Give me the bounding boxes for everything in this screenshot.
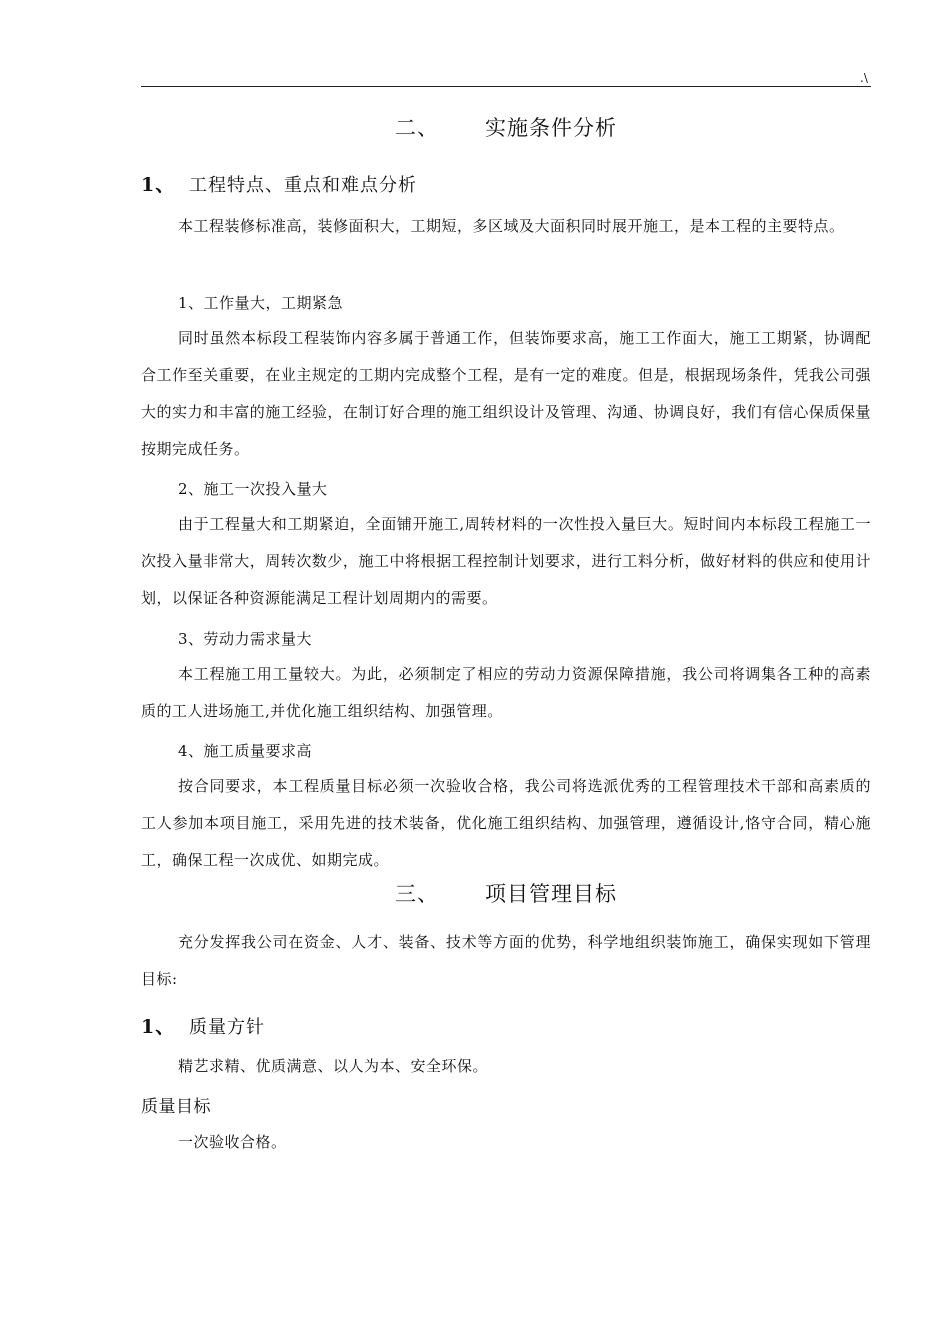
subsection-title: 工程特点、重点和难点分析: [189, 175, 417, 196]
paragraph: 本工程装修标准高，装修面积大，工期短，多区域及大面积同时展开施工，是本工程的主要特点。: [178, 217, 845, 235]
subsection-title: 质量方针: [189, 1017, 265, 1038]
subsection-heading: [141, 170, 871, 197]
paragraph: 一次验收合格。: [178, 1133, 287, 1151]
section-number: 二、: [395, 116, 439, 140]
item-title: 1、工作量大，工期紧急: [178, 294, 344, 312]
goal-heading: 质量目标: [141, 1097, 211, 1117]
item-title: 2、施工一次投入量大: [178, 480, 328, 498]
subsection-heading: [141, 1012, 871, 1039]
item-title: 3、劳动力需求量大: [178, 630, 313, 648]
paragraph: 由于工程量大和工期紧迫，全面铺开施工,周转材料的一次性投入量巨大。短时间内本标段工程施工一次投入量非常大，周转次数少，施工中将根据工程控制计划要求，进行工料分析，做好材料的供应和使用计划，以保证各种资源能满足工程计划周期内的需要。: [141, 515, 871, 607]
paragraph: 充分发挥我公司在资金、人才、装备、技术等方面的优势，科学地组织装饰施工，确保实现如下管理目标:: [141, 933, 871, 988]
paragraph: 精艺求精、优质满意、以人为本、安全环保。: [178, 1057, 489, 1075]
subsection-number: 1、: [141, 174, 176, 196]
paragraph: 本工程施工用工量较大。为此，必须制定了相应的劳动力资源保障措施，我公司将调集各工种的高素质的工人进场施工,并优化施工组织结构、加强管理。: [141, 665, 871, 720]
paragraph: 按合同要求，本工程质量目标必须一次验收合格，我公司将选派优秀的工程管理技术干部和高素质的工人参加本项目施工，采用先进的技术装备，优化施工组织结构、加强管理，遵循设计,恪守合同，精心施工，确保工程一次成优、如期完成。: [141, 777, 871, 869]
subsection-number: 1、: [141, 1016, 176, 1038]
section-title: 实施条件分析: [485, 116, 617, 140]
paragraph: 同时虽然本标段工程装饰内容多属于普通工作，但装饰要求高，施工工作面大，施工工期紧，协调配合工作至关重要，在业主规定的工期内完成整个工程，是有一定的难度。但是，根据现场条件，凭我公司强大的实力和丰富的施工经验，在制订好合理的施工组织设计及管理、沟通、协调良好，我们有信心保质保量按期完成任务。: [141, 329, 871, 458]
section-heading: [141, 112, 871, 142]
section-heading: [141, 878, 871, 908]
header-rule: [141, 86, 871, 87]
header-mark: .\: [860, 71, 868, 85]
section-title: 项目管理目标: [485, 882, 617, 906]
section-number: 三、: [395, 882, 439, 906]
item-title: 4、施工质量要求高: [178, 742, 313, 760]
